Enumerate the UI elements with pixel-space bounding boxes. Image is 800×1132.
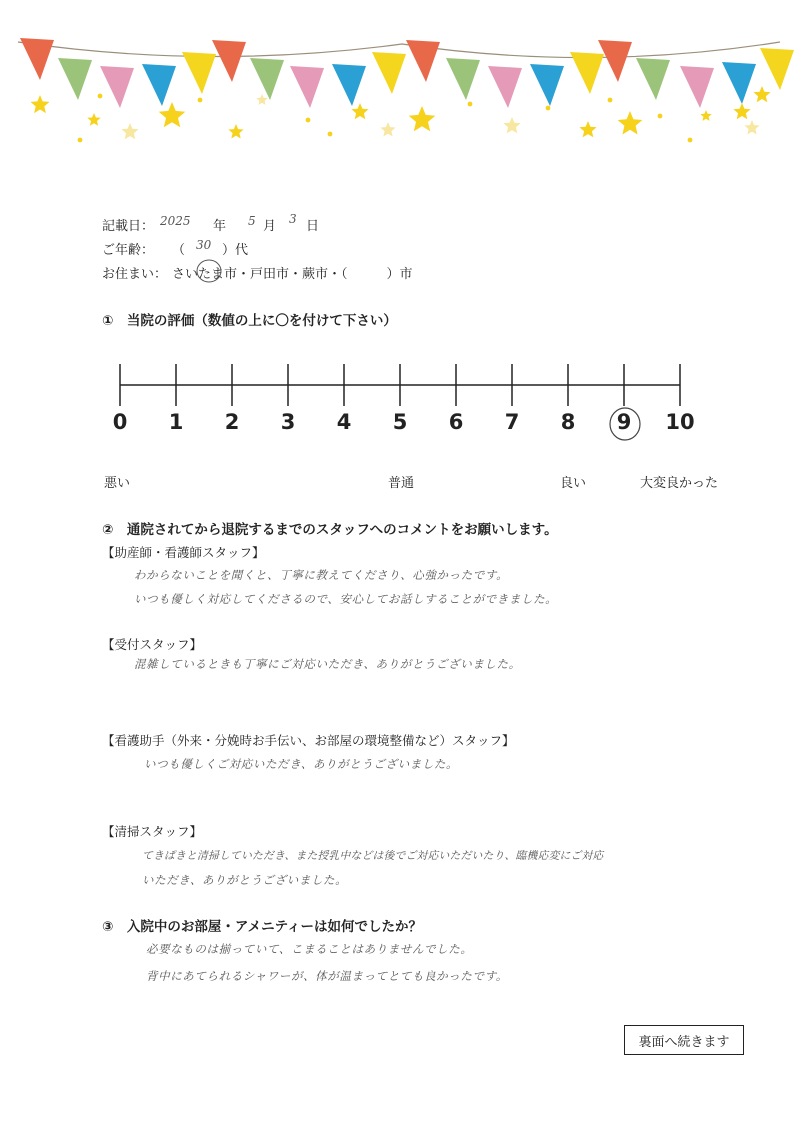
confetti-dot	[306, 118, 311, 123]
scale-number-1: 1	[168, 410, 184, 434]
star-icon	[700, 110, 711, 121]
date-day-value: 3	[289, 212, 297, 226]
confetti-dot	[78, 138, 83, 143]
bunting-flag	[212, 40, 246, 82]
star-icon	[744, 120, 759, 135]
date-label: 記載日：	[102, 219, 155, 234]
reception-comment-1: 混雑しているときも丁寧にご対応いただき、ありがとうございました。	[134, 657, 521, 671]
star-icon	[159, 102, 186, 127]
year-unit: 年	[213, 219, 227, 234]
bunting-flag	[182, 52, 216, 94]
bunting-flag	[488, 66, 522, 108]
confetti-dot	[608, 98, 613, 103]
star-icon	[409, 106, 436, 131]
age-close-paren: ）代	[222, 243, 249, 258]
residence-selected-circle	[194, 257, 224, 285]
bunting-flag	[598, 40, 632, 82]
star-icon	[256, 94, 267, 105]
bunting-banner	[0, 0, 800, 170]
cleaning-staff-heading: 【清掃スタッフ】	[102, 824, 203, 839]
confetti-dot	[468, 102, 473, 107]
bunting-flag	[530, 64, 564, 106]
star-icon	[31, 95, 50, 113]
selected-rating-circle	[606, 405, 644, 443]
scale-label-good: 良い	[560, 476, 587, 491]
date-month-value: 5	[248, 214, 256, 228]
scale-number-6: 6	[448, 410, 464, 434]
reception-staff-heading: 【受付スタッフ】	[102, 637, 203, 652]
bunting-flag	[372, 52, 406, 94]
star-icon	[733, 103, 750, 119]
amenity-comment-1: 必要なものは揃っていて、こまることはありませんでした。	[146, 942, 473, 956]
nurse-comment-1: わからないことを聞くと、丁寧に教えてくださり、心強かったです。	[134, 568, 509, 582]
star-icon	[380, 122, 395, 137]
scale-number-5: 5	[392, 410, 408, 434]
nurse-comment-2: いつも優しく対応してくださるので、安心してお話しすることができました。	[134, 592, 558, 606]
scale-number-10: 10	[665, 410, 695, 434]
bunting-flag	[250, 58, 284, 100]
confetti-dot	[328, 132, 333, 137]
day-unit: 日	[306, 219, 320, 234]
star-icon	[87, 113, 100, 126]
bunting-flag	[332, 64, 366, 106]
bunting-flag	[722, 62, 756, 104]
bunting-flag	[58, 58, 92, 100]
cleaning-comment-1: てきぱきと清掃していただき、また授乳中などは後でご対応いただいたり、臨機応変にご対応	[142, 849, 604, 862]
scale-number-2: 2	[224, 410, 240, 434]
bunting-flag	[100, 66, 134, 108]
bunting-flag	[20, 38, 54, 80]
star-icon	[753, 86, 770, 102]
scale-number-0: 0	[112, 410, 128, 434]
scale-number-3: 3	[280, 410, 296, 434]
confetti-dot	[98, 94, 103, 99]
age-open-paren: （	[172, 243, 186, 258]
nurse-staff-heading: 【助産師・看護師スタッフ】	[102, 545, 265, 560]
scale-number-9: 9	[616, 410, 632, 434]
section1-title: ① 当院の評価（数値の上に〇を付けて下さい）	[102, 313, 397, 329]
age-label: ご年齢：	[102, 243, 155, 258]
bunting-flag	[570, 52, 604, 94]
section2-title: ② 通院されてから退院するまでのスタッフへのコメントをお願いします。	[102, 522, 558, 538]
residence-options: さいたま市・戸田市・蕨市・（ ）市	[172, 267, 413, 282]
star-icon	[579, 121, 596, 137]
bunting-flag	[760, 48, 794, 90]
scale-label-very-good: 大変良かった	[640, 476, 719, 491]
age-value: 30	[196, 238, 212, 252]
confetti-dot	[688, 138, 693, 143]
scale-label-bad: 悪い	[104, 476, 131, 491]
bunting-flag	[636, 58, 670, 100]
amenity-comment-2: 背中にあてられるシャワーが、体が温まってとても良かったです。	[146, 969, 508, 983]
confetti-dot	[658, 114, 663, 119]
cleaning-comment-2: いただき、ありがとうございました。	[142, 873, 348, 887]
date-year-value: 2025	[160, 214, 191, 228]
residence-label: お住まい：	[102, 267, 168, 282]
bunting-flag	[680, 66, 714, 108]
scale-number-7: 7	[504, 410, 520, 434]
assistant-staff-heading: 【看護助手（外来・分娩時お手伝い、お部屋の環境整備など）スタッフ】	[102, 733, 515, 748]
scale-number-4: 4	[336, 410, 352, 434]
bunting-flag	[142, 64, 176, 106]
bunting-flag	[446, 58, 480, 100]
confetti-dot	[546, 106, 551, 111]
bunting-flag	[406, 40, 440, 82]
confetti-dot	[198, 98, 203, 103]
scale-number-8: 8	[560, 410, 576, 434]
star-icon	[351, 103, 368, 119]
scale-label-average: 普通	[388, 476, 415, 491]
star-icon	[121, 123, 138, 139]
star-icon	[618, 111, 643, 135]
star-icon	[503, 117, 520, 133]
continue-on-back-box: 裏面へ続きます	[624, 1025, 744, 1055]
month-unit: 月	[263, 219, 277, 234]
star-icon	[228, 124, 243, 139]
section3-title: ③ 入院中のお部屋・アメニティーは如何でしたか？	[102, 919, 423, 935]
assistant-comment-1: いつも優しくご対応いただき、ありがとうございました。	[144, 757, 459, 771]
bunting-flag	[290, 66, 324, 108]
